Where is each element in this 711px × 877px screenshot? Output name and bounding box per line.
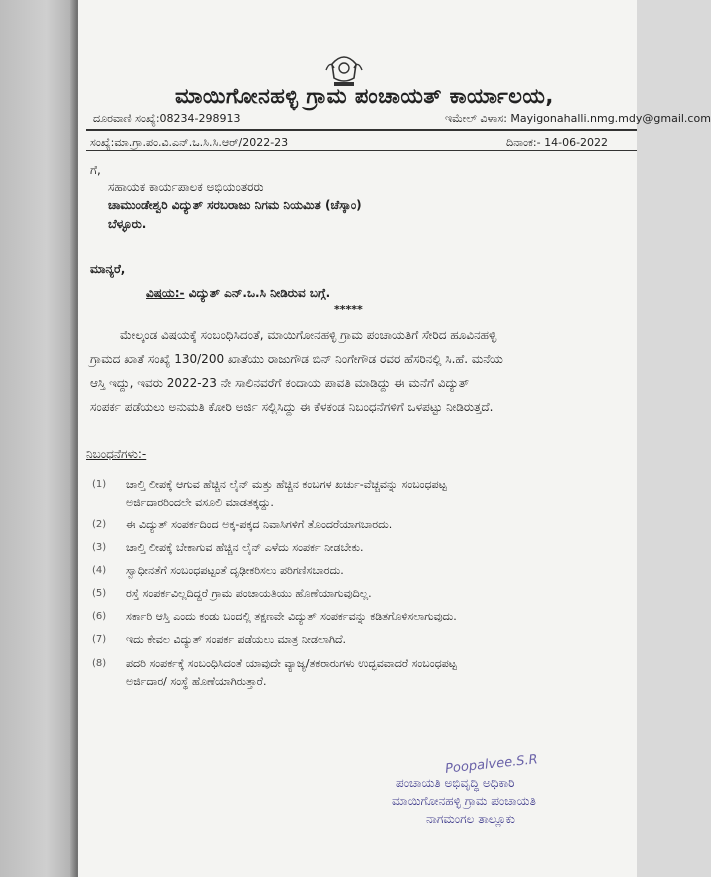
condition-number: (6) — [92, 611, 107, 622]
office-title: ಮಾಯಿಗೋನಹಳ್ಳಿ ಗ್ರಾಮ ಪಂಚಾಯತ್ ಕಾರ್ಯಾಲಯ, — [175, 84, 554, 108]
reference-divider — [86, 150, 637, 151]
email-label: ಇಮೇಲ್ ವಿಳಾಸ: — [445, 112, 507, 125]
subject-line — [146, 286, 330, 301]
condition-1-line-1: ಚಾಲ್ತಿ ಲೀಪಕ್ಕೆ ಆಗುವ ಹೆಚ್ಚಿನ ಲೈನ್ ಮತ್ತು ಹೆಚ್ಚಿನ ಕಂಬಗಳ ಖರ್ಚು-ವೆಚ್ಚವನ್ನು ಸಂಬಂಧಪಟ್ಟ — [126, 478, 447, 491]
recipient-line-1: ಸಹಾಯಕ ಕಾರ್ಯಪಾಲಕ ಅಭಿಯಂತರರು — [108, 180, 264, 194]
signatory-office: ಮಾಯಿಗೋನಹಳ್ಳಿ ಗ್ರಾಮ ಪಂಚಾಯತಿ — [392, 794, 536, 808]
body-line-4: ಸಂಪರ್ಕ ಪಡೆಯಲು ಅನುಮತಿ ಕೋರಿ ಅರ್ಜಿ ಸಲ್ಲಿಸಿದ್ದು ಈ ಕೆಳಕಂಡ ನಿಬಂಧನೆಗಳಿಗೆ ಒಳಪಟ್ಟು ನೀಡಿರುತ್ತದೆ. — [90, 400, 494, 414]
conditions-heading: ನಿಬಂಧನೆಗಳು:- — [86, 447, 147, 461]
reference-number: ಸಂಖ್ಯೆ:ಮಾ.ಗ್ರಾ.ಪಂ.ವಿ.ಎನ್.ಒ.ಸಿ.ಸಿ.ಆರ್/2022-23 — [90, 136, 289, 149]
letter-date: ದಿನಾಂಕ:- 14-06-2022 — [506, 136, 609, 149]
header-divider — [86, 129, 637, 131]
subject-text: ವಿದ್ಯುತ್ ಎನ್.ಒ.ಸಿ ನೀಡಿರುವ ಬಗ್ಗೆ. — [188, 286, 331, 300]
condition-3: ಚಾಲ್ತಿ ಲೀಪಕ್ಕೆ ಬೇಕಾಗುವ ಹೆಚ್ಚಿನ ಲೈನ್ ಎಳೆದು ಸಂಪರ್ಕ ನೀಡಬೇಕು. — [126, 541, 364, 554]
background-page-mark — [4, 665, 32, 755]
subject-label: ವಿಷಯ:- — [146, 286, 185, 300]
body-line-1: ಮೇಲ್ಕಂಡ ವಿಷಯಕ್ಕೆ ಸಂಬಂಧಿಸಿದಂತೆ, ಮಾಯಿಗೋನಹಳ್ಳಿ ಗ್ರಾಮ ಪಂಚಾಯತಿಗೆ ಸೇರಿದ ಹೂವಿನಹಳ್ಳಿ — [120, 328, 497, 342]
condition-8-line-1: ಪದರಿ ಸಂಪರ್ಕಕ್ಕೆ ಸಂಬಂಧಿಸಿದಂತೆ ಯಾವುದೇ ವ್ಯಾಜ್ಯ/ತಕರಾರುಗಳು ಉದ್ಭವವಾದರೆ ಸಂಬಂಧಪಟ್ಟ — [126, 657, 457, 670]
office-email — [445, 112, 711, 126]
salutation: ಮಾನ್ಯರೆ, — [90, 262, 126, 276]
body-line-3: ಆಸ್ತಿ ಇದ್ದು, ಇವರು 2022-23 ನೇ ಸಾಲಿನವರೆಗೆ ಕಂದಾಯ ಪಾವತಿ ಮಾಡಿದ್ದು ಈ ಮನೆಗೆ ವಿದ್ಯುತ್ — [90, 376, 469, 390]
body-line-2: ಗ್ರಾಮದ ಖಾತೆ ಸಂಖ್ಯೆ 130/200 ಖಾತೆಯು ರಾಜುಗೌಡ ಬಿನ್ ನಿಂಗೇಗೌಡ ರವರ ಹೆಸರಿನಲ್ಲಿ ಸಿ.ಹೆ. ಮನೆಯ — [90, 352, 503, 366]
condition-2: ಈ ವಿದ್ಯುತ್ ಸಂಪರ್ಕದಿಂದ ಅಕ್ಕ-ಪಕ್ಕದ ನಿವಾಸಿಗಳಿಗೆ ತೊಂದರೆಯಾಗಬಾರದು. — [126, 518, 393, 531]
recipient-line-2: ಚಾಮುಂಡೇಶ್ವರಿ ವಿದ್ಯುತ್ ಸರಬರಾಜು ನಿಗಮ ನಿಯಮಿತ (ಚೆಸ್ಕಾಂ) — [108, 198, 362, 212]
recipient-line-3: ಬೆಳ್ಳೂರು. — [108, 217, 147, 231]
condition-number: (5) — [92, 588, 107, 599]
condition-number: (4) — [92, 565, 107, 576]
document-sheet — [78, 0, 637, 877]
condition-number: (7) — [92, 634, 107, 645]
condition-4: ಸ್ವಾಧೀನತೆಗೆ ಸಂಬಂಧಪಟ್ಟಂತೆ ದೃಢೀಕರಿಸಲು ಪರಿಗಣಿಸಬಾರದು. — [126, 564, 344, 577]
condition-number: (1) — [92, 479, 107, 490]
condition-number: (8) — [92, 658, 107, 669]
condition-7: ಇದು ಕೇವಲ ವಿದ್ಯುತ್ ಸಂಪರ್ಕ ಪಡೆಯಲು ಮಾತ್ರ ನೀಡಲಾಗಿದೆ. — [126, 633, 347, 646]
condition-number: (3) — [92, 542, 107, 553]
recipient-to: ಗೆ, — [90, 163, 101, 177]
condition-1-line-2: ಅರ್ಜಿದಾರರಿಂದಲೇ ವಸೂಲಿ ಮಾಡತಕ್ಕದ್ದು. — [126, 496, 274, 509]
subject-stars: ***** — [334, 303, 363, 316]
condition-6: ಸರ್ಕಾರಿ ಆಸ್ತಿ ಎಂದು ಕಂಡು ಬಂದಲ್ಲಿ ತಕ್ಷಣವೇ ವಿದ್ಯುತ್ ಸಂಪರ್ಕವನ್ನು ಕಡಿತಗೊಳಿಸಲಾಗುವುದು. — [126, 610, 457, 623]
signature-scrawl: Poopalvee.S.R — [444, 752, 539, 777]
background-page-strip — [0, 0, 78, 877]
condition-5: ರಸ್ತೆ ಸಂಪರ್ಕವಿಲ್ಲದಿದ್ದರೆ ಗ್ರಾಮ ಪಂಚಾಯತಿಯು ಹೊಣೆಯಾಗುವುದಿಲ್ಲ. — [126, 587, 372, 600]
condition-number: (2) — [92, 519, 107, 530]
condition-8-line-2: ಅರ್ಜಿದಾರ/ ಸಂಸ್ಥೆ ಹೊಣೆಯಾಗಿರುತ್ತಾರೆ. — [126, 675, 267, 688]
signatory-taluk: ನಾಗಮಂಗಲ ತಾಲ್ಲೂಕು — [426, 812, 515, 826]
signatory-designation: ಪಂಚಾಯತಿ ಅಭಿವೃದ್ಧಿ ಅಧಿಕಾರಿ — [396, 776, 515, 790]
office-phone: ದೂರವಾಣಿ ಸಂಖ್ಯೆ:08234-298913 — [93, 112, 241, 125]
email-address: Mayigonahalli.nmg.mdy@gmail.com — [510, 112, 711, 125]
